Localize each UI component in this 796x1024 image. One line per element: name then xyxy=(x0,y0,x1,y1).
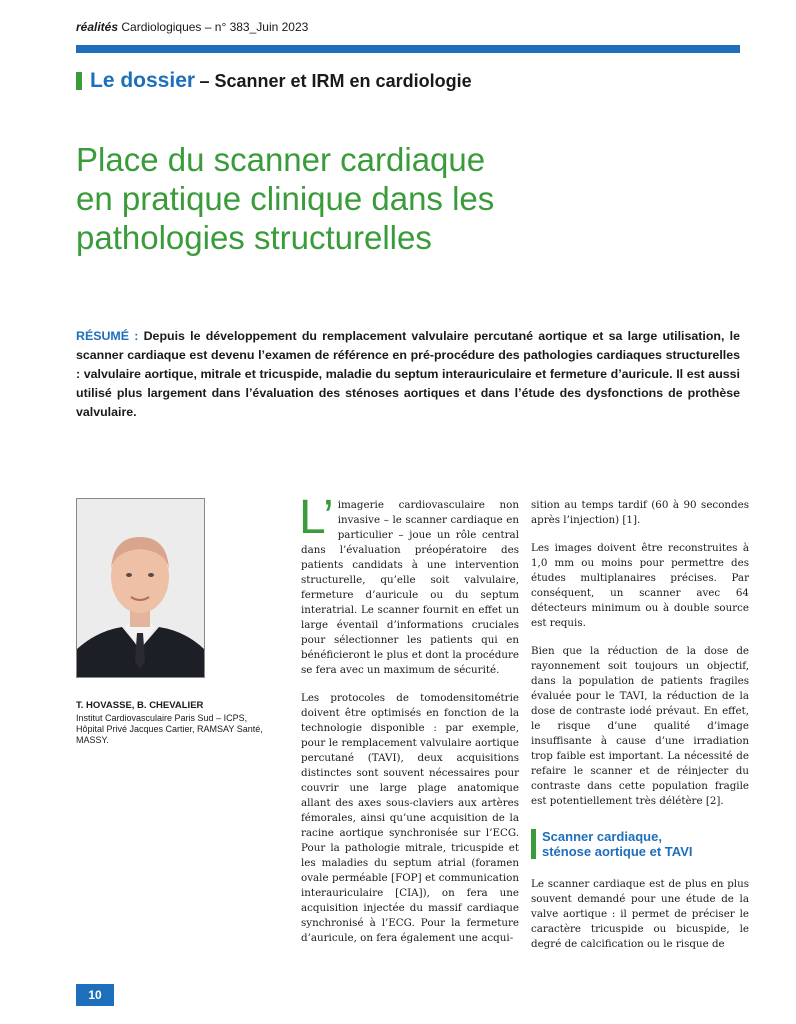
subsection-bar xyxy=(531,829,536,859)
subsection-heading xyxy=(531,829,749,859)
subsection-title-line: Scanner cardiaque, xyxy=(542,829,662,844)
journal-name: réalités xyxy=(76,20,119,34)
abstract-label: RÉSUMÉ : xyxy=(76,329,139,343)
body-paragraph: Le scanner cardiaque est de plus en plus souvent demandé pour une étude de la valve aortique : il permet de préciser le caractère tricuspide ou bicuspide, le degré de calcification ou le risque de xyxy=(531,878,749,950)
section-heading xyxy=(76,68,472,94)
author-block xyxy=(76,700,276,746)
title-line: pathologies structurelles xyxy=(76,219,432,256)
author-portrait-image xyxy=(77,499,204,677)
body-paragraph: sition au temps tardif (60 à 90 secondes après l’injection) [1]. xyxy=(531,499,749,526)
body-column-2 xyxy=(531,498,749,965)
header-rule xyxy=(76,45,740,53)
author-photo xyxy=(76,498,205,678)
title-line: Place du scanner cardiaque xyxy=(76,141,486,178)
body-paragraph: Bien que la réduction de la dose de rayonnement soit toujours un objectif, dans la population de patients fragiles évaluée pour le TAVI, la réduction de la dose de contraste iodé prévaut. En effet, le risque d’une qualité d’image insuffisante à cause d’une irradiation trop faible est important. La nécessité de refaire le scanner et de réinjecter du contraste dans cette population fragile est potentiellement très délétère [2]. xyxy=(531,645,749,807)
author-affiliation: Institut Cardiovasculaire Paris Sud – ICPS, Hôpital Privé Jacques Cartier, RAMSAY Santé, MASSY. xyxy=(76,713,263,745)
body-column-1 xyxy=(299,491,519,959)
section-bar xyxy=(76,72,82,90)
abstract xyxy=(76,327,740,422)
section-subtitle: – Scanner et IRM en cardiologie xyxy=(199,70,472,91)
section-label: Le dossier xyxy=(90,69,196,92)
abstract-text: Depuis le développement du remplacement valvulaire percutané aortique et sa large utilisation, le scanner cardiaque est devenu l’examen de référence en pré-procédure des pathologies cardiaques structurelles : valvulaire aortique, mitrale et tricuspide, maladie du septum interauriculaire et fermeture d’auricule. Il est aussi utilisé plus largement dans l’évaluation des sténoses aortiques et dans l’étude des dysfonctions de prothèse valvulaire. xyxy=(76,329,740,419)
article-title xyxy=(76,140,716,257)
subsection-title-line: sténose aortique et TAVI xyxy=(542,844,693,859)
journal-header xyxy=(76,20,308,34)
journal-issue: Cardiologiques – n° 383_Juin 2023 xyxy=(121,20,309,34)
title-line: en pratique clinique dans les xyxy=(76,180,495,217)
drop-cap: L’ xyxy=(299,491,334,544)
body-paragraph: Les protocoles de tomodensitométrie doivent être optimisés en fonction de la technologie disponible : par exemple, pour le remplacement valvulaire aortique percutané (TAVI), deux acquisitions distinctes sont souvent nécessaires pour couvrir une large plage anatomique allant des axes sous-claviers aux artères fémorales, ainsi qu’une acquisition de la racine aortique synchronisée sur l’ECG. Pour la pathologie mitrale, tricuspide et les maladies du septum atrial (foramen ovale perméable [FOP] et communication interauriculaire [CIA]), on fera une acquisition injectée du massif cardiaque synchronisé à l’ECG. Pour la fermeture d’auricule, on fera également une acqui- xyxy=(301,692,519,944)
body-paragraph: L’ imagerie cardiovasculaire non invasive – le scanner cardiaque en particulier – joue un rôle central dans l’évaluation préopératoire des patients candidats à une intervention structurelle, qu’elle soit valvulaire, fermeture d’auricule ou du septum interatrial. Le scanner fournit en effet un large éventail d’informations cruciales pour sélectionner les patients qui en bénéficieront le plus et dont la procédure se fera avec un maximum de sécurité. xyxy=(299,491,519,676)
page-number: 10 xyxy=(76,984,114,1006)
body-paragraph: Les images doivent être reconstruites à 1,0 mm ou moins pour permettre des études multiplanaires précises. Par conséquent, un scanner avec 64 détecteurs minimum ou à double source est requis. xyxy=(531,542,749,629)
author-names: T. HOVASSE, B. CHEVALIER xyxy=(76,700,204,711)
